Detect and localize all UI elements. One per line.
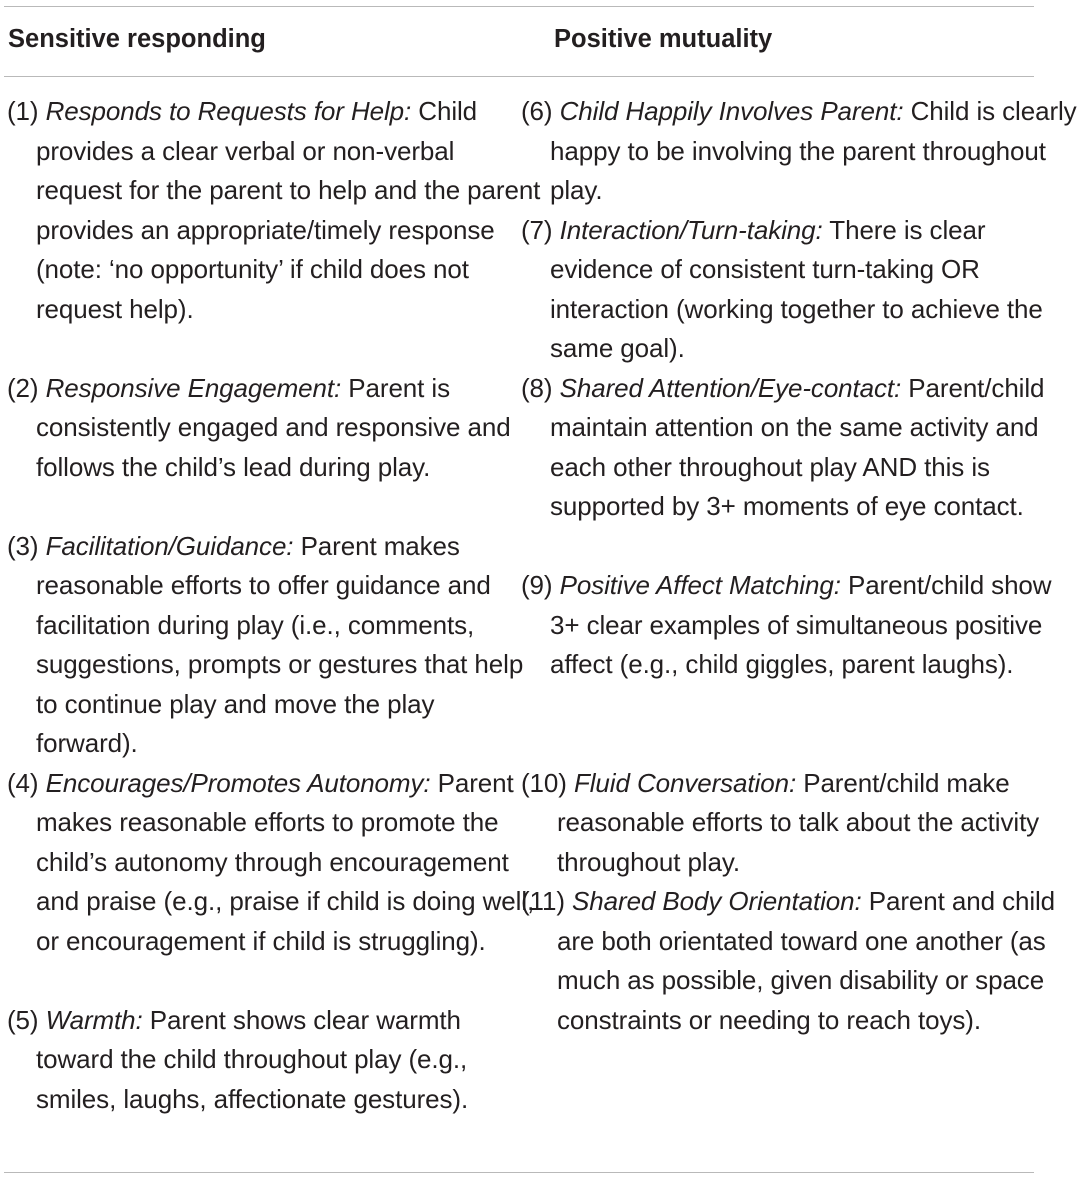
item-title: Encourages/Promotes Autonomy:	[45, 767, 431, 798]
table-cell-item-8	[521, 369, 1085, 527]
item-number: (7)	[521, 214, 553, 245]
item-title: Responsive Engagement:	[45, 372, 342, 403]
item-description: Child provides a clear verbal or non-verbal request for the parent to help and the parent provides an appropriate/timely response (note: ‘no opportunity’ if child does not request help).	[36, 96, 541, 324]
item-number: (1)	[7, 96, 39, 126]
table-cell-item-2	[7, 369, 541, 488]
item-description: Child is clearly happy to be involving the parent throughout play.	[550, 96, 1077, 205]
table-bottom-rule	[4, 1172, 1034, 1173]
table-cell-item-6	[521, 92, 1085, 211]
item-number: (11)	[521, 886, 565, 916]
table-cell-item-1	[7, 92, 541, 329]
behaviour-table	[4, 0, 1077, 1179]
item-number: (2)	[7, 372, 39, 403]
table-cell-item-4	[7, 764, 541, 962]
item-title: Fluid Conversation:	[573, 767, 797, 798]
table-cell-item-9	[521, 566, 1085, 685]
item-title: Shared Attention/Eye-contact:	[559, 372, 902, 403]
table-cell-item-11	[521, 882, 1092, 1040]
item-description: Parent is consistently engaged and responsive and follows the child’s lead during play.	[36, 372, 511, 482]
item-title: Child Happily Involves Parent:	[559, 96, 904, 126]
item-number: (6)	[521, 96, 553, 126]
item-description: Parent and child are both orientated toward one another (as much as possible, given disability or space constraints or needing to reach toys).	[557, 886, 1056, 1035]
item-number: (9)	[521, 570, 553, 600]
item-description: Parent/child show 3+ clear examples of simultaneous positive affect (e.g., child giggles, parent laughs).	[550, 570, 1052, 679]
item-title: Responds to Requests for Help:	[45, 96, 412, 126]
item-description: Parent/child make reasonable efforts to talk about the activity throughout play.	[557, 767, 1040, 877]
item-number: (4)	[7, 767, 39, 798]
table-top-rule	[4, 6, 1034, 7]
column-header-positive-mutuality: Positive mutuality	[554, 25, 773, 53]
item-number: (8)	[521, 372, 553, 403]
item-number: (3)	[7, 530, 39, 561]
header-divider-rule	[4, 76, 1034, 77]
item-title: Shared Body Orientation:	[572, 886, 862, 916]
item-title: Interaction/Turn-taking:	[559, 214, 823, 245]
item-number: (5)	[7, 1004, 39, 1035]
item-description: There is clear evidence of consistent turn-taking OR interaction (working together to achieve the same goal).	[550, 214, 1043, 363]
item-description: Parent makes reasonable efforts to offer guidance and facilitation during play (i.e., comments, suggestions, prompts or gestures that help to continue play and move the play forward).	[36, 530, 524, 758]
column-header-sensitive-responding: Sensitive responding	[8, 25, 266, 53]
item-number: (10)	[521, 767, 567, 798]
item-description: Parent makes reasonable efforts to promote the child’s autonomy through encouragement and praise (e.g., praise if child is doing well, or encouragement if child is struggling).	[36, 767, 535, 956]
table-cell-item-5	[7, 1001, 541, 1120]
item-title: Facilitation/Guidance:	[45, 530, 294, 561]
item-title: Warmth:	[45, 1004, 143, 1035]
item-description: Parent/child maintain attention on the same activity and each other throughout play AND this is supported by 3+ moments of eye contact.	[550, 372, 1045, 521]
item-title: Positive Affect Matching:	[559, 570, 841, 600]
item-description: Parent shows clear warmth toward the child throughout play (e.g., smiles, laughs, affectionate gestures).	[36, 1004, 469, 1114]
table-cell-item-10	[521, 764, 1092, 883]
table-cell-item-3	[7, 527, 541, 764]
table-cell-item-7	[521, 211, 1085, 369]
